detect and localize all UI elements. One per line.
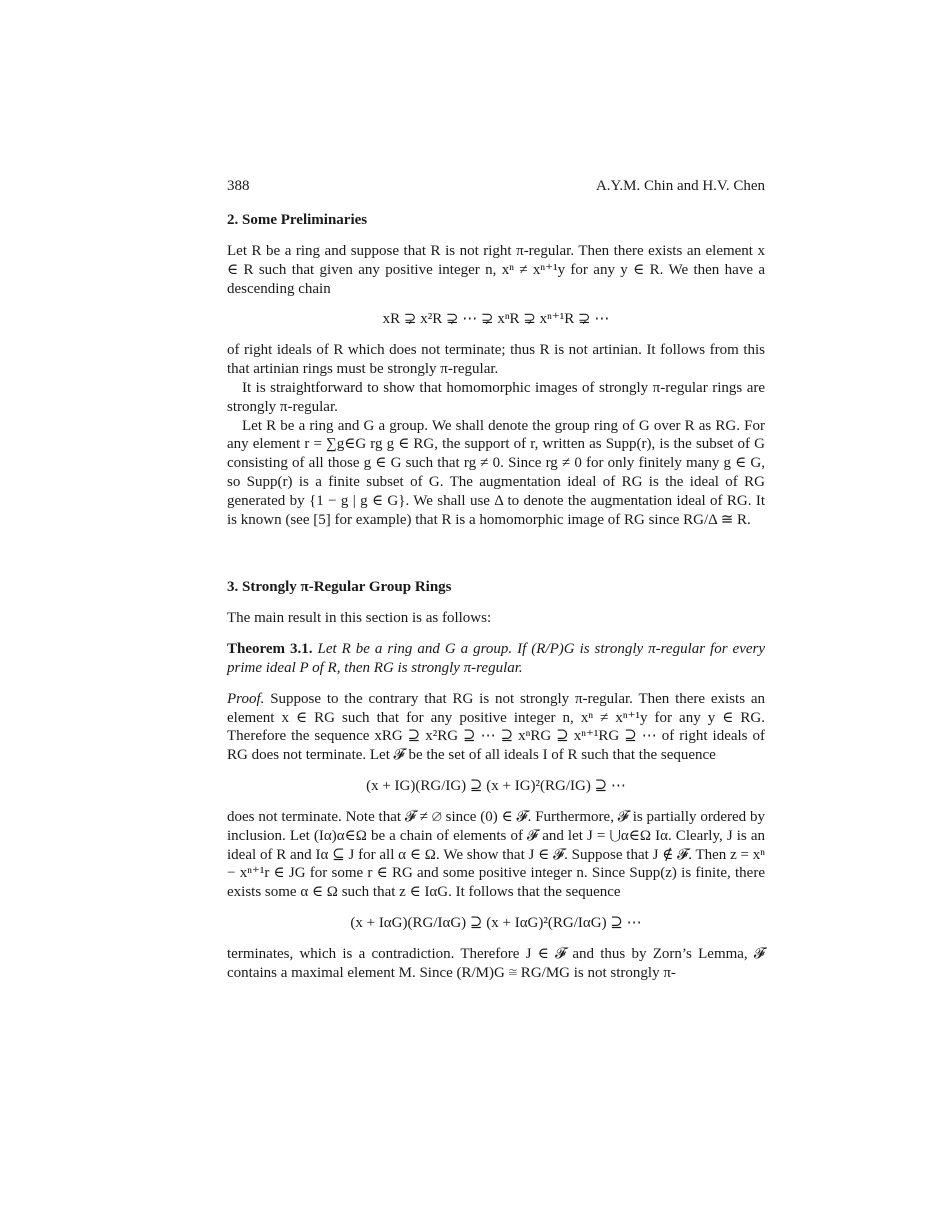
section-2-para-2: of right ideals of R which does not terminate; thus R is not artinian. It follows from this that artinian rings must be strongly π-regular. [227, 342, 765, 378]
proof-label: Proof. [227, 690, 265, 707]
running-header [227, 176, 765, 196]
running-authors: A.Y.M. Chin and H.V. Chen [595, 178, 765, 194]
display-equation-3: (x + IαG)(RG/IαG) ⊇ (x + IαG)²(RG/IαG) ⊇ ⋯ [350, 914, 642, 931]
theorem-label: Theorem 3.1. [227, 641, 313, 658]
section-2-para-4: Let R be a ring and G a group. We shall denote the group ring of G over R as RG. For any element r = ∑g∈G rg g ∈ RG, the support of r, written as Supp(r), is the subset of G consisting of all those g ∈ G such that rg ≠ 0. Since rg ≠ 0 for only finitely many g ∈ G, so Supp(r) is a finite subset of G. The augmentation ideal of RG is the ideal of RG generated by {1 − g | g ∈ G}. We shall use Δ to denote the augmentation ideal of RG. It is known (see [5] for example) that R is a homomorphic image of RG since RG/Δ ≅ R. [227, 417, 765, 528]
proof-text-1: Suppose to the contrary that RG is not strongly π-regular. Then there exists an element x ∈ RG such that for any positive integer n, xⁿ ≠ xⁿ⁺¹y for any y ∈ RG. Therefore the sequence xRG ⊇ x²RG ⊇ ⋯ ⊇ xⁿRG ⊇ xⁿ⁺¹RG ⊇ ⋯ of right ideals of RG does not terminate. Let 𝓕 be the set of all ideals I of R such that the sequence [227, 690, 765, 764]
section-2-heading: 2. Some Preliminaries [227, 212, 368, 228]
theorem-statement: Let R be a ring and G a group. If (R/P)G is strongly π-regular for every prime ideal P of R, then RG is strongly π-regular. [227, 641, 766, 676]
page-number: 388 [227, 178, 250, 194]
display-equation-2: (x + IG)(RG/IG) ⊇ (x + IG)²(RG/IG) ⊇ ⋯ [366, 777, 626, 794]
page-content [227, 176, 765, 983]
proof-para-2: does not terminate. Note that 𝓕 ≠ ∅ since (0) ∈ 𝓕. Furthermore, 𝓕 is partially ordered by inclusion. Let (Iα)α∈Ω be a chain of elements of 𝓕 and let J = ⋃α∈Ω Iα. Clearly, J is an ideal of R and Iα ⊆ J for all α ∈ Ω. We show that J ∈ 𝓕. Suppose that J ∉ 𝓕. Then z = xⁿ − xⁿ⁺¹r ∈ JG for some r ∈ RG and some positive integer n. Since Supp(z) is finite, there exists some α ∈ Ω such that z ∈ IαG. It follows that the sequence [227, 808, 765, 901]
proof-para-1 [227, 690, 765, 765]
section-3-intro: The main result in this section is as follows: [227, 610, 492, 627]
theorem-3-1 [227, 640, 765, 678]
proof-para-3: terminates, which is a contradiction. Therefore J ∈ 𝓕 and thus by Zorn’s Lemma, 𝓕 contains a maximal element M. Since (R/M)G ≅ RG/MG is not strongly π- [227, 945, 765, 981]
section-2-para-3: It is straightforward to show that homomorphic images of strongly π-regular rings are strongly π-regular. [227, 379, 765, 415]
display-equation-1: xR ⊋ x²R ⊋ ⋯ ⊋ xⁿR ⊋ xⁿ⁺¹R ⊋ ⋯ [382, 311, 610, 328]
section-3-heading: 3. Strongly π-Regular Group Rings [227, 579, 452, 596]
section-2-para-1: Let R be a ring and suppose that R is not right π-regular. Then there exists an element x ∈ R such that given any positive integer n, xⁿ ≠ xⁿ⁺¹y for any y ∈ R. We then have a descending chain [227, 243, 765, 297]
